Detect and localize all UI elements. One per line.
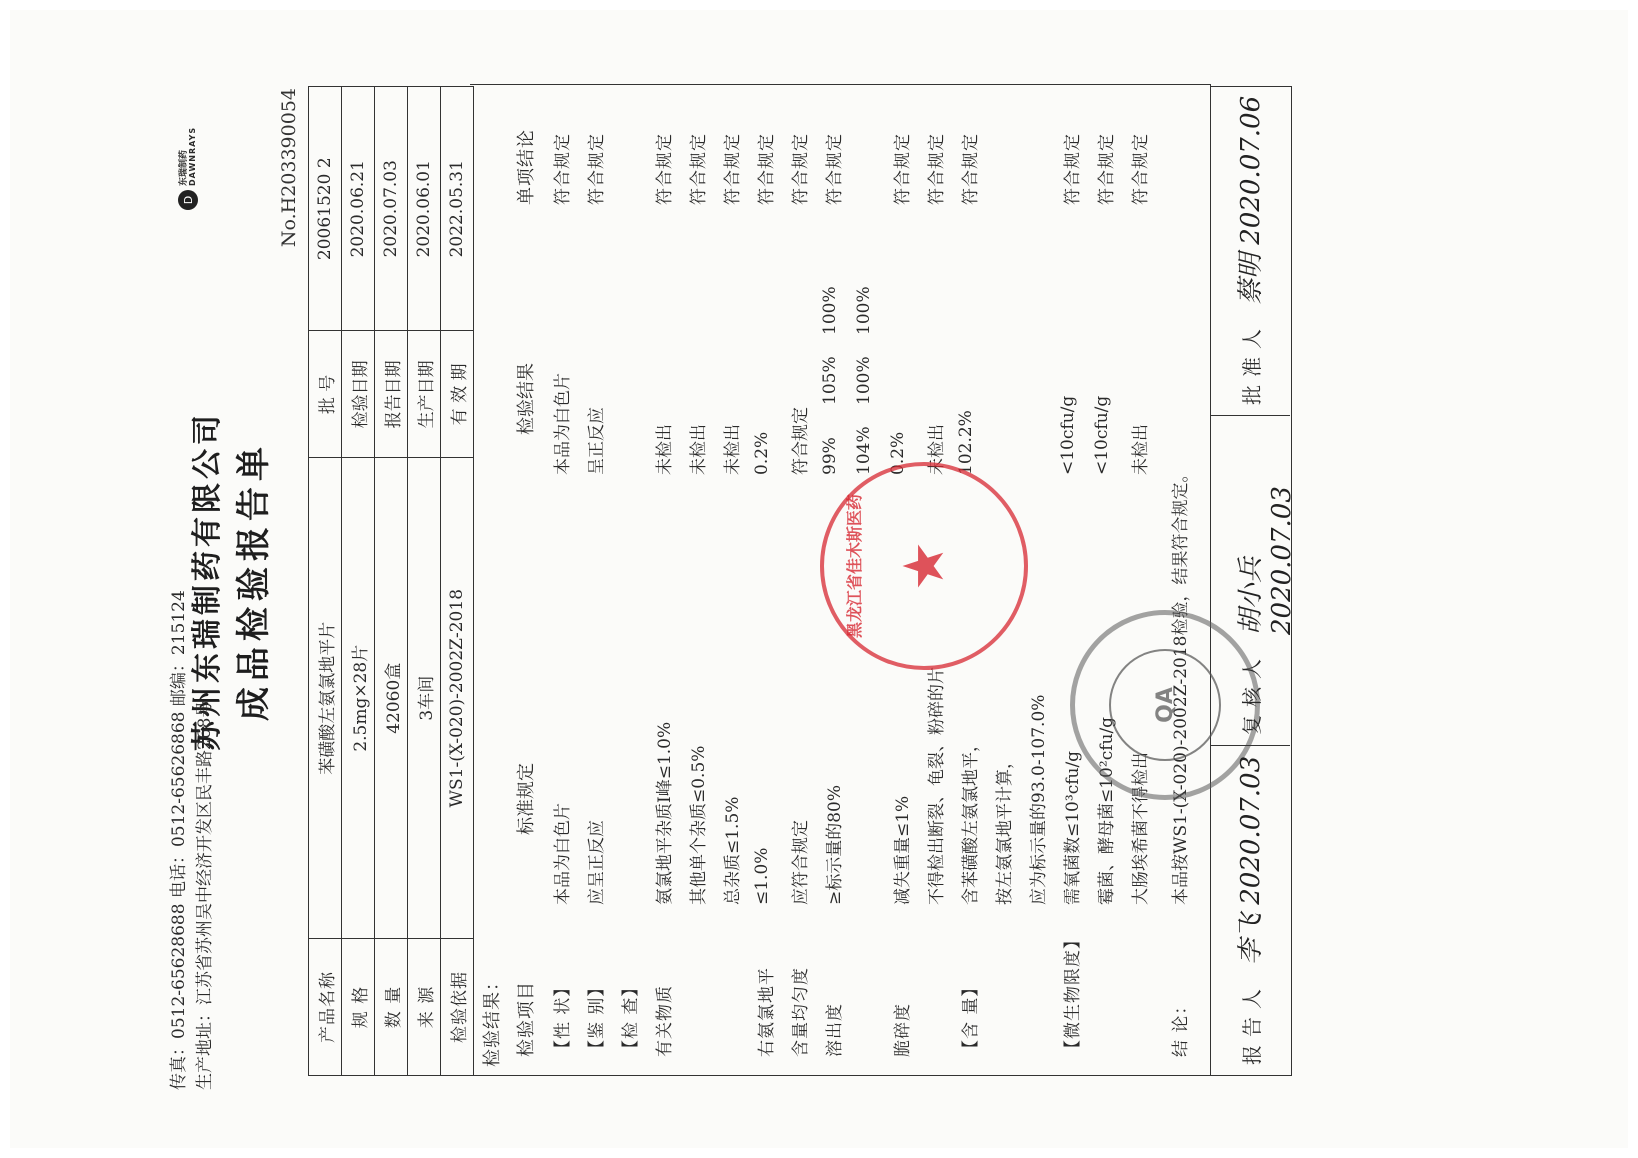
row-standard: 总杂质≤1.5% xyxy=(723,796,743,905)
quantity-label: 数 量 xyxy=(375,939,408,1076)
row-result-value: 未检出 xyxy=(655,424,675,475)
row-standard: 按左氨氯地平计算， xyxy=(995,752,1015,905)
info-row xyxy=(342,87,375,1076)
row-item: 脆碎度 xyxy=(893,1003,913,1057)
row-standard: 大肠埃希菌不得检出 xyxy=(1131,752,1151,905)
row-conclusion: 符合规定 xyxy=(961,133,981,205)
row-result xyxy=(1058,225,1078,475)
row-result xyxy=(922,225,947,475)
row-standard: 应为标示量的93.0-107.0% xyxy=(1029,694,1049,905)
test-date-label: 检验日期 xyxy=(342,331,375,458)
row-result-value: <10cfu/g xyxy=(1092,395,1112,475)
spec-value: 2.5mg×28片 xyxy=(342,458,375,939)
col-result-header: 检验结果 xyxy=(516,363,537,435)
row-result-value: 99% xyxy=(820,437,840,475)
spec-label: 规 格 xyxy=(342,939,375,1076)
row-item: 【含 量】 xyxy=(961,978,981,1057)
reporter-signature: 李飞 2020.07.03 xyxy=(1236,755,1266,965)
row-result xyxy=(854,225,874,475)
result-row xyxy=(712,85,748,1075)
source-label: 来 源 xyxy=(408,939,441,1076)
result-row xyxy=(644,85,680,1075)
row-result-value: 0.2% xyxy=(888,431,908,475)
info-row xyxy=(441,87,474,1076)
row-result-value: 未检出 xyxy=(927,424,947,475)
row-standard: 本品为白色片 xyxy=(553,803,573,905)
row-standard: 减失重量≤1% xyxy=(893,795,913,905)
source-value: 3车间 xyxy=(408,458,441,939)
rotated-document xyxy=(170,72,1330,1090)
row-standard: 霉菌、酵母菌≤10²cfu/g xyxy=(1097,716,1117,905)
row-result-value: 未检出 xyxy=(689,424,709,475)
row-standard: 氨氯地平杂质I峰≤1.0% xyxy=(655,721,675,905)
row-conclusion: 符合规定 xyxy=(791,133,811,205)
company-name: 苏州东瑞制药有限公司 xyxy=(190,411,225,751)
batch-label: 批 号 xyxy=(309,331,342,458)
info-row xyxy=(375,87,408,1076)
row-result xyxy=(1126,225,1151,475)
row-result xyxy=(548,225,573,475)
row-result xyxy=(718,225,743,475)
test-date-value: 2020.06.21 xyxy=(342,87,375,331)
result-row xyxy=(1120,85,1156,1075)
footer-contact: 传真：0512-65628688 电话：0512-65626868 邮编：215124 xyxy=(169,590,189,1090)
conclusion-text: 本品按WS1-(X-020)-2002Z-2018检验，结果符合规定。 xyxy=(1171,465,1191,905)
row-conclusion: 符合规定 xyxy=(723,133,743,205)
logo-cn-text: 东瑞制药 xyxy=(178,149,189,186)
row-result-value: 未检出 xyxy=(1131,424,1151,475)
reviewer-cell xyxy=(1210,415,1297,745)
row-result-value: 102.2% xyxy=(956,410,976,475)
result-row xyxy=(780,85,816,1075)
row-result xyxy=(888,225,908,475)
row-standard: ≥标示量的80% xyxy=(825,784,845,905)
row-standard: 不得检出断裂、龟裂、粉碎的片 xyxy=(927,667,947,905)
report-date-value: 2020.07.03 xyxy=(375,87,408,331)
row-result-value: 100% xyxy=(820,286,840,335)
row-result-value: 104% xyxy=(854,426,874,475)
row-result-value: 105% xyxy=(820,356,840,405)
footer xyxy=(169,40,215,1100)
row-item: 【检 查】 xyxy=(621,978,641,1057)
row-item: 【性 状】 xyxy=(553,978,573,1057)
row-result xyxy=(1092,225,1112,475)
row-item: 【鉴 别】 xyxy=(587,978,607,1057)
basis-label: 检验依据 xyxy=(441,939,474,1076)
row-conclusion: 符合规定 xyxy=(1097,133,1117,205)
signature-row xyxy=(1210,86,1297,1076)
report-number: No.H203390054 xyxy=(278,88,300,248)
row-item: 右氨氯地平 xyxy=(757,967,777,1057)
quantity-value: 42060盒 xyxy=(375,458,408,939)
footer-address: 生产地址：江苏省苏州吴中经济开发区民丰路268号 xyxy=(195,700,215,1090)
batch-value: 20061520 2 xyxy=(309,87,342,331)
logo-icon: D xyxy=(178,190,198,210)
col-std-header: 标准规定 xyxy=(516,763,537,835)
product-name-label: 产品名称 xyxy=(309,939,342,1076)
row-result-value: 100% xyxy=(854,356,874,405)
result-row xyxy=(610,85,646,1075)
row-conclusion: 符合规定 xyxy=(893,133,913,205)
row-result xyxy=(786,225,811,475)
star-icon: ★ xyxy=(891,540,957,592)
reporter-label: 报告人 xyxy=(1240,981,1264,1065)
row-result-value: 符合规定 xyxy=(791,407,811,475)
row-result-value: 100% xyxy=(854,286,874,335)
row-standard: 应呈正反应 xyxy=(587,820,607,905)
row-result-value: 呈正反应 xyxy=(587,407,607,475)
row-standard: ≤1.0% xyxy=(752,847,772,905)
row-result xyxy=(752,225,772,475)
info-row xyxy=(408,87,441,1076)
basis-value: WS1-(X-020)-2002Z-2018 xyxy=(441,458,474,939)
report-date-label: 报告日期 xyxy=(375,331,408,458)
row-conclusion: 符合规定 xyxy=(553,133,573,205)
row-conclusion: 符合规定 xyxy=(927,133,947,205)
info-row xyxy=(309,87,342,1076)
result-row xyxy=(1086,85,1122,1075)
result-row xyxy=(1052,85,1088,1075)
document-title: 成品检验报告单 xyxy=(234,441,274,721)
red-seal-stamp xyxy=(820,462,1028,670)
conclusion-label: 结 论： xyxy=(1171,996,1191,1057)
row-result xyxy=(956,225,976,475)
row-item: 【微生物限度】 xyxy=(1063,931,1083,1057)
col-item-header: 检验项目 xyxy=(516,981,537,1057)
row-standard: 含苯磺酸左氨氯地平， xyxy=(961,735,981,905)
row-conclusion: 符合规定 xyxy=(689,133,709,205)
row-conclusion: 符合规定 xyxy=(825,133,845,205)
row-item: 含量均匀度 xyxy=(791,967,811,1057)
production-date-value: 2020.06.01 xyxy=(408,87,441,331)
row-conclusion: 符合规定 xyxy=(655,133,675,205)
row-standard: 应符合规定 xyxy=(791,820,811,905)
row-result-value: 0.2% xyxy=(752,431,772,475)
reviewer-label: 复核人 xyxy=(1240,651,1264,735)
qa-seal-inner: QA xyxy=(1109,649,1221,761)
scanned-paper xyxy=(10,10,1628,1148)
results-header-row xyxy=(506,85,542,1075)
row-result xyxy=(684,225,709,475)
row-item: 有关物质 xyxy=(655,985,675,1057)
row-standard: 需氧菌数≤10³cfu/g xyxy=(1063,750,1083,905)
expiry-value: 2022.05.31 xyxy=(441,87,474,331)
result-row xyxy=(542,85,578,1075)
reporter-cell xyxy=(1210,745,1290,1075)
approver-signature: 蔡明 2020.07.06 xyxy=(1236,95,1266,305)
row-conclusion: 符合规定 xyxy=(757,133,777,205)
result-row xyxy=(576,85,612,1075)
row-result-value: <10cfu/g xyxy=(1058,395,1078,475)
results-heading: 检验结果： xyxy=(482,972,503,1067)
row-standard: 其他单个杂质≤0.5% xyxy=(689,745,709,905)
product-name-value: 苯磺酸左氨氯地平片 xyxy=(309,458,342,939)
red-seal-text: 黑龙江省佳木斯医药 xyxy=(845,494,864,639)
col-conclusion-header: 单项结论 xyxy=(516,129,537,205)
row-result xyxy=(650,225,675,475)
row-conclusion: 符合规定 xyxy=(587,133,607,205)
row-result-value: 未检出 xyxy=(723,424,743,475)
result-row xyxy=(746,85,782,1075)
row-result-value: 本品为白色片 xyxy=(553,373,573,475)
logo-en-text: DAWNRAYS xyxy=(187,126,197,186)
overall-conclusion-row xyxy=(1160,85,1196,1075)
row-conclusion: 符合规定 xyxy=(1131,133,1151,205)
reviewer-signature: 胡小兵 2020.07.03 xyxy=(1236,486,1297,635)
row-conclusion: 符合规定 xyxy=(1063,133,1083,205)
result-row xyxy=(678,85,714,1075)
row-item: 溶出度 xyxy=(825,1003,845,1057)
approver-label: 批准人 xyxy=(1240,321,1264,405)
approver-cell xyxy=(1210,85,1290,415)
production-date-label: 生产日期 xyxy=(408,331,441,458)
expiry-label: 有 效 期 xyxy=(441,331,474,458)
product-info-table xyxy=(308,86,474,1076)
row-result xyxy=(820,225,840,475)
row-result xyxy=(582,225,607,475)
